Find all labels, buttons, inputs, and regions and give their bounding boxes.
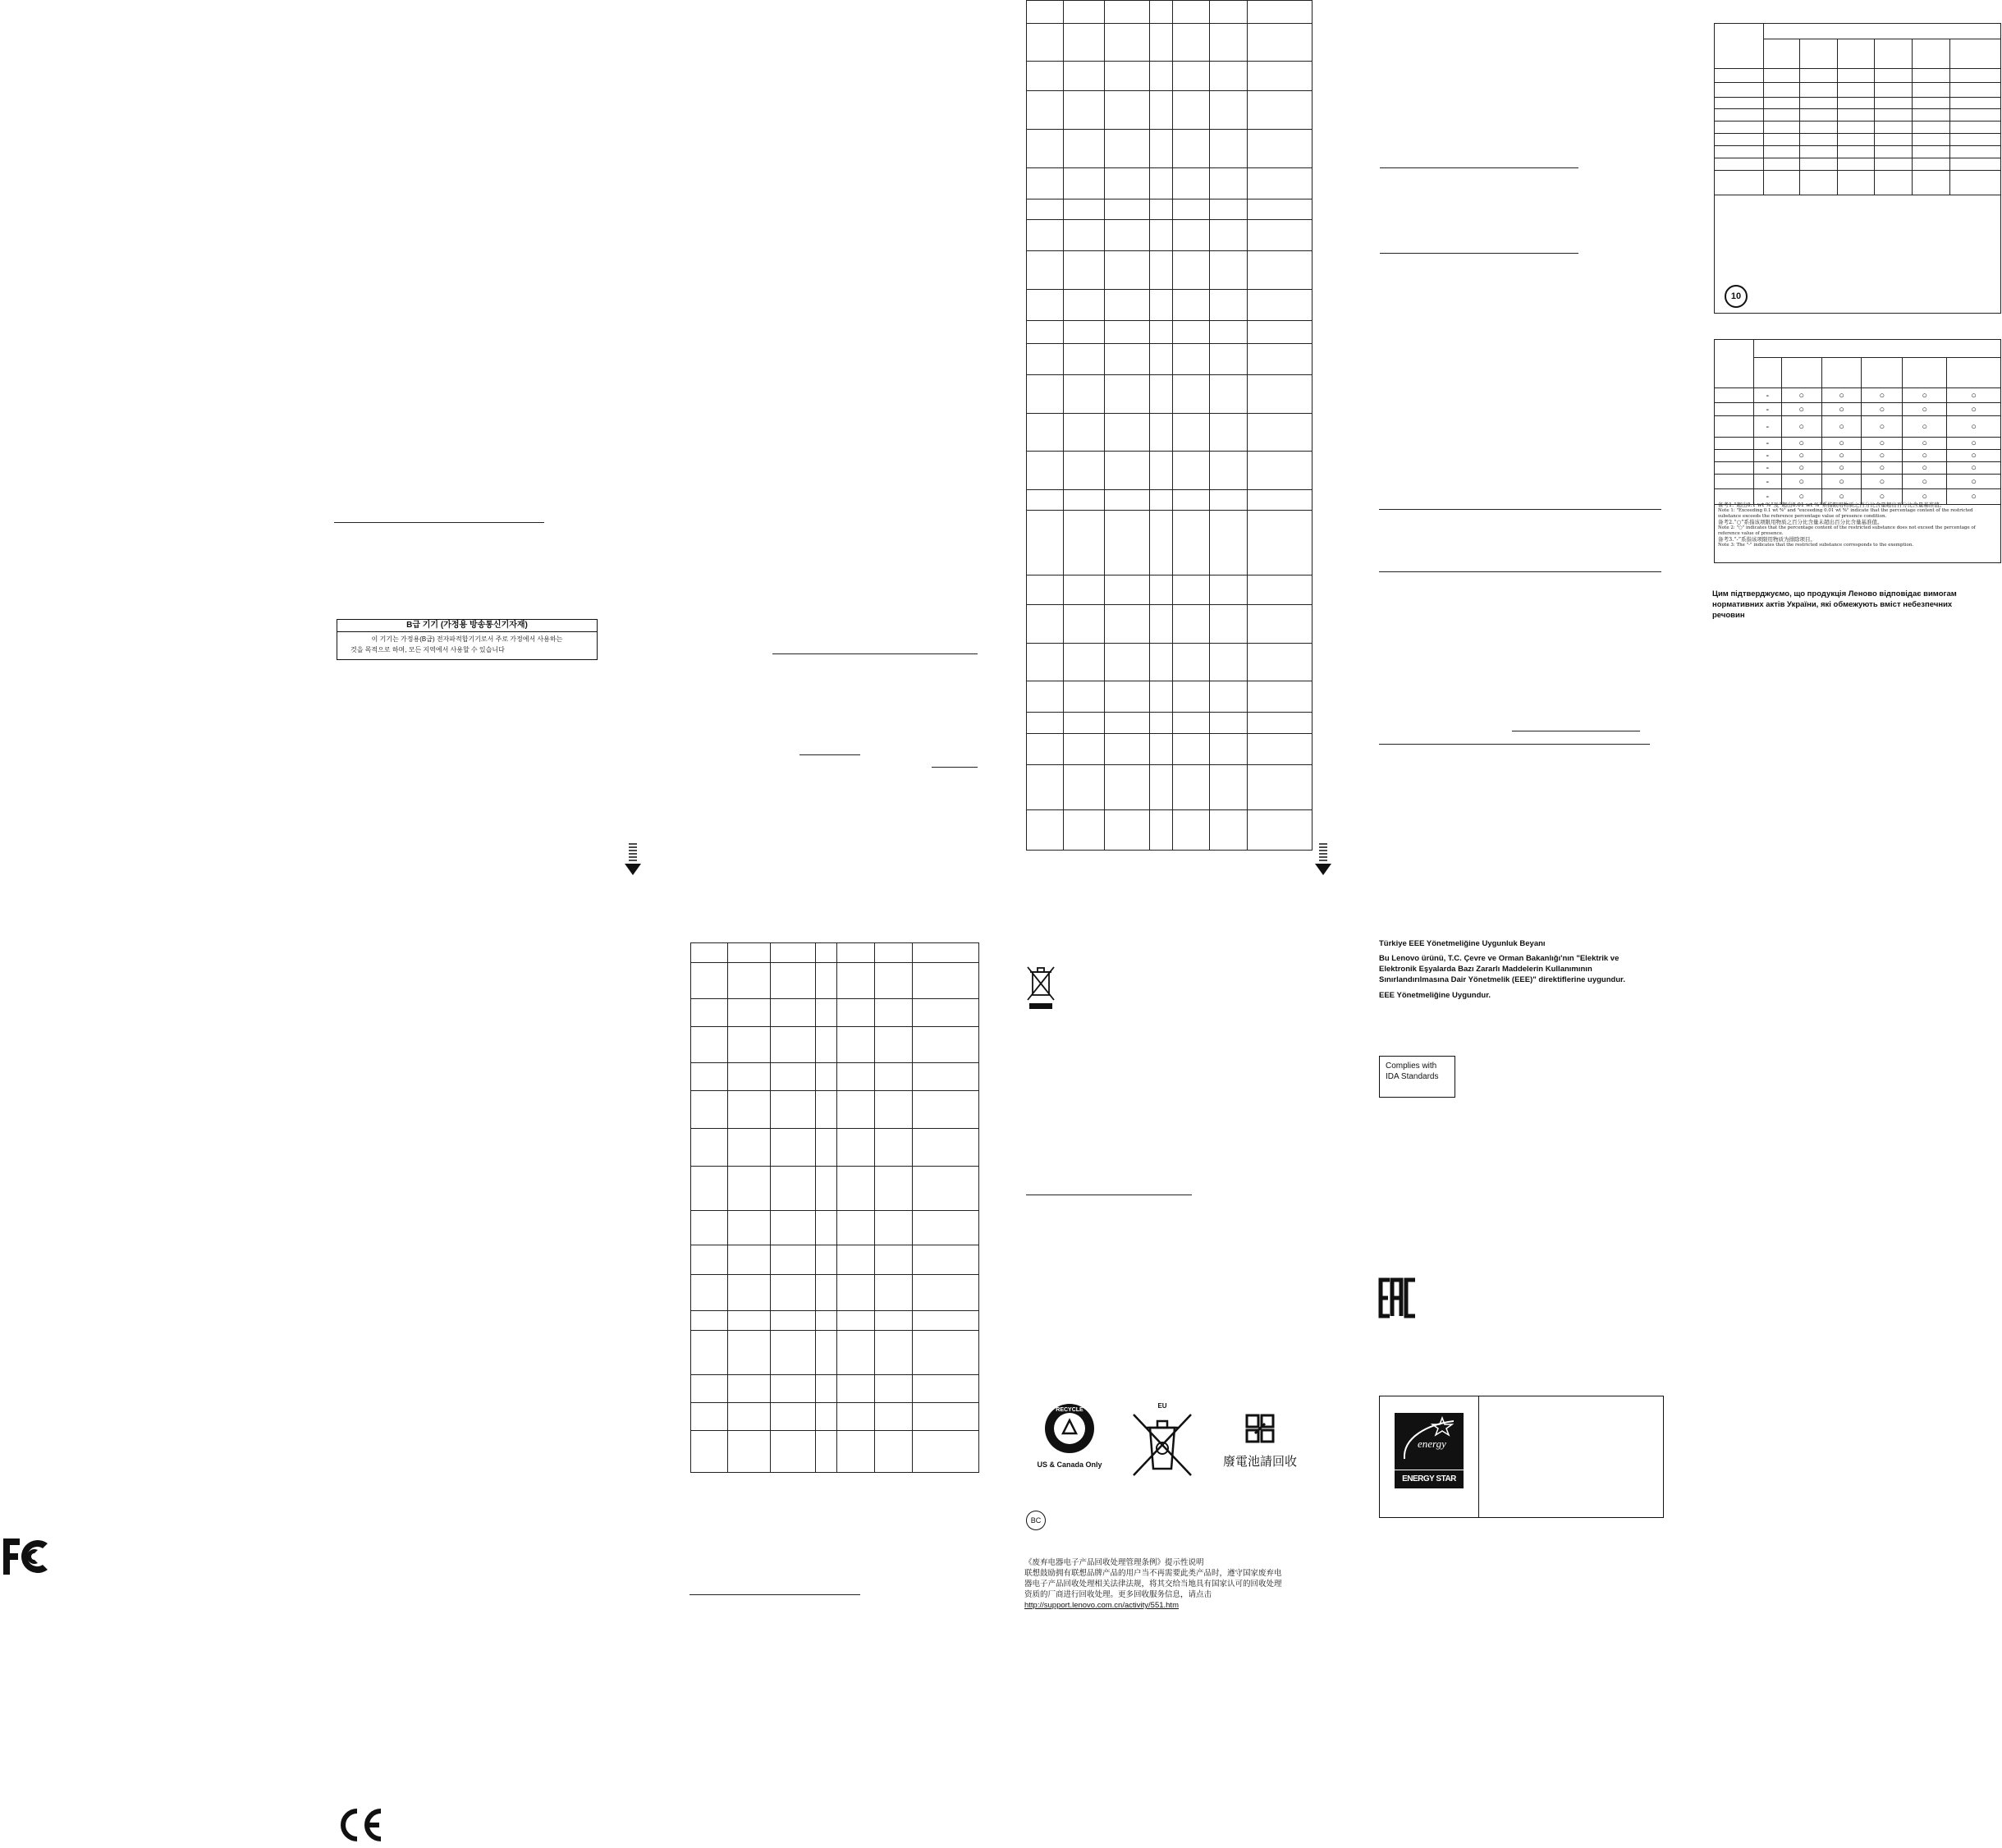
turkey-line3: Sınırlandırılmasına Dair Yönetmelik (EEE)" direktiflerine uygundur.: [1379, 975, 1625, 984]
note3-en: Note 3: The "-" indicates that the restricted substance corresponds to the exemption.: [1718, 543, 1914, 548]
rbrc-recycle-mark: [1029, 1402, 1110, 1469]
taiwan-rohs-grid: [1714, 339, 2001, 505]
ukraine-line1: Цим підтверджуємо, що продукція Леново відповідає вимогам: [1712, 589, 1957, 598]
absent-cell: ○: [1903, 462, 1947, 475]
ukraine-line2: нормативних актів України, які обмежують вміст небезпечних: [1712, 600, 1953, 609]
lenovo-recycle-link[interactable]: http://support.lenovo.com.cn/activity/551.htm: [1024, 1601, 1179, 1610]
energy-star-logo: [1395, 1413, 1464, 1487]
energy-star-divider: [1478, 1396, 1479, 1517]
absent-cell: ○: [1903, 388, 1947, 403]
taiwan-battery-label: 廢電池請回收: [1222, 1454, 1297, 1469]
divider-rule: [1380, 167, 1578, 168]
svg-text:RECYCLE: RECYCLE: [1056, 1407, 1083, 1413]
eu-weee-mark: [1127, 1402, 1198, 1484]
exempt-cell: -: [1753, 416, 1781, 438]
turkey-line1: Bu Lenovo ürünü, T.C. Çevre ve Orman Bakanlığı'nın "Elektrik ve: [1379, 954, 1619, 963]
energy-star-box: [1379, 1396, 1664, 1518]
divider-rule: [334, 522, 544, 523]
absent-cell: ○: [1781, 450, 1821, 462]
absent-cell: ○: [1821, 416, 1862, 438]
china-rohs-grid-upper: [1714, 23, 2001, 195]
note3-cn: 备考3.“-”系指该项限用物质为排除项目。: [1718, 536, 1816, 543]
fcc-logo: [0, 1535, 54, 1578]
turkey-line4: EEE Yönetmeliğine Uygundur.: [1379, 991, 1491, 1000]
absent-cell: ○: [1821, 462, 1862, 475]
absent-cell: ○: [1903, 450, 1947, 462]
absent-cell: ○: [1862, 450, 1903, 462]
absent-cell: ○: [1947, 388, 2001, 403]
note1-en: Note 1: "Exceeding 0.1 wt %" and "exceeding 0.01 wt %" indicate that the percentage content of the restricted substance exceeds the reference percentage value of presence condition.: [1718, 508, 1973, 519]
taiwan-rohs-table: [1714, 339, 2001, 563]
china-weee-notice: [1024, 1557, 1320, 1611]
divider-rule: [1379, 571, 1661, 572]
absent-cell: ○: [1862, 475, 1903, 489]
absent-cell: ○: [1862, 416, 1903, 438]
eu-label: EU: [1157, 1402, 1167, 1410]
absent-cell: ○: [1781, 475, 1821, 489]
taiwan-battery-recycle-mark: [1220, 1409, 1300, 1470]
absent-cell: ○: [1903, 438, 1947, 450]
absent-cell: ○: [1947, 489, 2001, 505]
arrow-down-icon: [1314, 842, 1332, 877]
ukraine-rohs-statement: [1712, 589, 2001, 621]
exempt-cell: -: [1753, 450, 1781, 462]
epup-10-year-badge: [1725, 285, 1748, 308]
china-weee-line3: 器电子产品回收处理相关法律法规，将其交给当地具有国家认可的回收处理: [1024, 1580, 1282, 1589]
ida-compliance-box: [1379, 1056, 1455, 1098]
absent-cell: ○: [1903, 489, 1947, 505]
weee-crossed-bin-icon: [1024, 964, 1057, 1015]
china-weee-line1: 《废弃电器电子产品回收处理管理条例》提示性说明: [1024, 1558, 1204, 1567]
battery-recycle-icon: [1240, 1409, 1280, 1448]
absent-cell: ○: [1821, 450, 1862, 462]
exempt-cell: -: [1753, 489, 1781, 505]
energy-star-icon: [1395, 1413, 1464, 1465]
note1-cn: 备考1.“超出0.1 wt %”及“超出0.01 wt %”系指限用物质之百分比含量超出百分比含量基准值。: [1718, 502, 1945, 508]
exempt-cell: -: [1753, 438, 1781, 450]
absent-cell: ○: [1862, 388, 1903, 403]
note2-en: Note 2: "○" indicates that the percentage content of the restricted substance does not exceed the percentage of reference value of presence.: [1718, 525, 1976, 536]
absent-cell: ○: [1903, 416, 1947, 438]
absent-cell: ○: [1821, 475, 1862, 489]
absent-cell: ○: [1781, 438, 1821, 450]
korean-class-b-notice: [337, 619, 598, 660]
absent-cell: ○: [1947, 416, 2001, 438]
absent-cell: ○: [1862, 489, 1903, 505]
divider-rule: [689, 1594, 860, 1595]
exempt-cell: -: [1753, 388, 1781, 403]
energy-star-label: ENERGY STAR: [1395, 1470, 1464, 1488]
crossed-bin-icon: [1127, 1410, 1198, 1480]
korean-notice-line2: 것을 목적으로 하며, 모든 지역에서 사용할 수 있습니다: [350, 646, 505, 653]
china-weee-line4: 资质的厂商进行回收处理。更多回收服务信息，请点击: [1024, 1590, 1212, 1599]
china-weee-line2: 联想鼓励拥有联想品牌产品的用户当不再需要此类产品时，遵守国家废弃电: [1024, 1569, 1282, 1578]
bc-mark: BC: [1026, 1511, 1046, 1530]
turkey-title: Türkiye EEE Yönetmeliğine Uygunluk Beyanı: [1379, 939, 1546, 948]
note2-cn: 备考2.“○”系指该项限用物质之百分比含量未超出百分比含量基准值。: [1718, 519, 1883, 525]
absent-cell: ○: [1781, 403, 1821, 416]
absent-cell: ○: [1821, 388, 1862, 403]
ce-mark-logo: [335, 1806, 386, 1844]
absent-cell: ○: [1862, 462, 1903, 475]
substance-table-upper: [1026, 0, 1313, 851]
absent-cell: ○: [1781, 489, 1821, 505]
recycle-seal-icon: [1043, 1402, 1096, 1455]
arrow-down-icon: [624, 842, 642, 877]
eac-mark-logo: [1378, 1277, 1418, 1319]
divider-rule: [1379, 744, 1650, 745]
absent-cell: ○: [1781, 416, 1821, 438]
ukraine-line3: речовин: [1712, 611, 1745, 620]
exempt-cell: -: [1753, 462, 1781, 475]
absent-cell: ○: [1821, 403, 1862, 416]
absent-cell: ○: [1947, 462, 2001, 475]
turkey-line2: Elektronik Eşyalarda Bazı Zararlı Maddelerin Kullanımının: [1379, 965, 1592, 974]
china-rohs-table-upper: [1714, 23, 2001, 314]
korean-notice-title: B급 기기 (가정용 방송통신기자재): [337, 620, 597, 632]
absent-cell: ○: [1862, 403, 1903, 416]
absent-cell: ○: [1821, 489, 1862, 505]
epup-years: 10: [1730, 291, 1742, 301]
divider-rule: [1379, 509, 1661, 510]
absent-cell: ○: [1947, 403, 2001, 416]
absent-cell: ○: [1947, 475, 2001, 489]
us-canada-label: US & Canada Only: [1037, 1461, 1102, 1469]
exempt-cell: -: [1753, 403, 1781, 416]
absent-cell: ○: [1862, 438, 1903, 450]
energy-script: energy: [1418, 1438, 1446, 1450]
ida-line1: Complies with: [1386, 1062, 1437, 1071]
exempt-cell: -: [1753, 475, 1781, 489]
divider-rule: [932, 767, 978, 768]
ida-line2: IDA Standards: [1386, 1072, 1439, 1081]
substance-table-lower: [690, 942, 979, 1473]
absent-cell: ○: [1903, 475, 1947, 489]
absent-cell: ○: [1947, 450, 2001, 462]
absent-cell: ○: [1821, 438, 1862, 450]
turkey-eee-declaration: [1379, 938, 1674, 1001]
absent-cell: ○: [1947, 438, 2001, 450]
absent-cell: ○: [1781, 462, 1821, 475]
rohs-notes: [1718, 502, 1997, 548]
divider-rule: [772, 653, 978, 654]
divider-rule: [1380, 253, 1578, 254]
divider-rule: [799, 754, 860, 755]
absent-cell: ○: [1781, 388, 1821, 403]
korean-notice-line1: 이 기기는 가정용(B급) 전자파적합기기로서 주로 가정에서 사용하는: [371, 635, 563, 643]
absent-cell: ○: [1903, 403, 1947, 416]
